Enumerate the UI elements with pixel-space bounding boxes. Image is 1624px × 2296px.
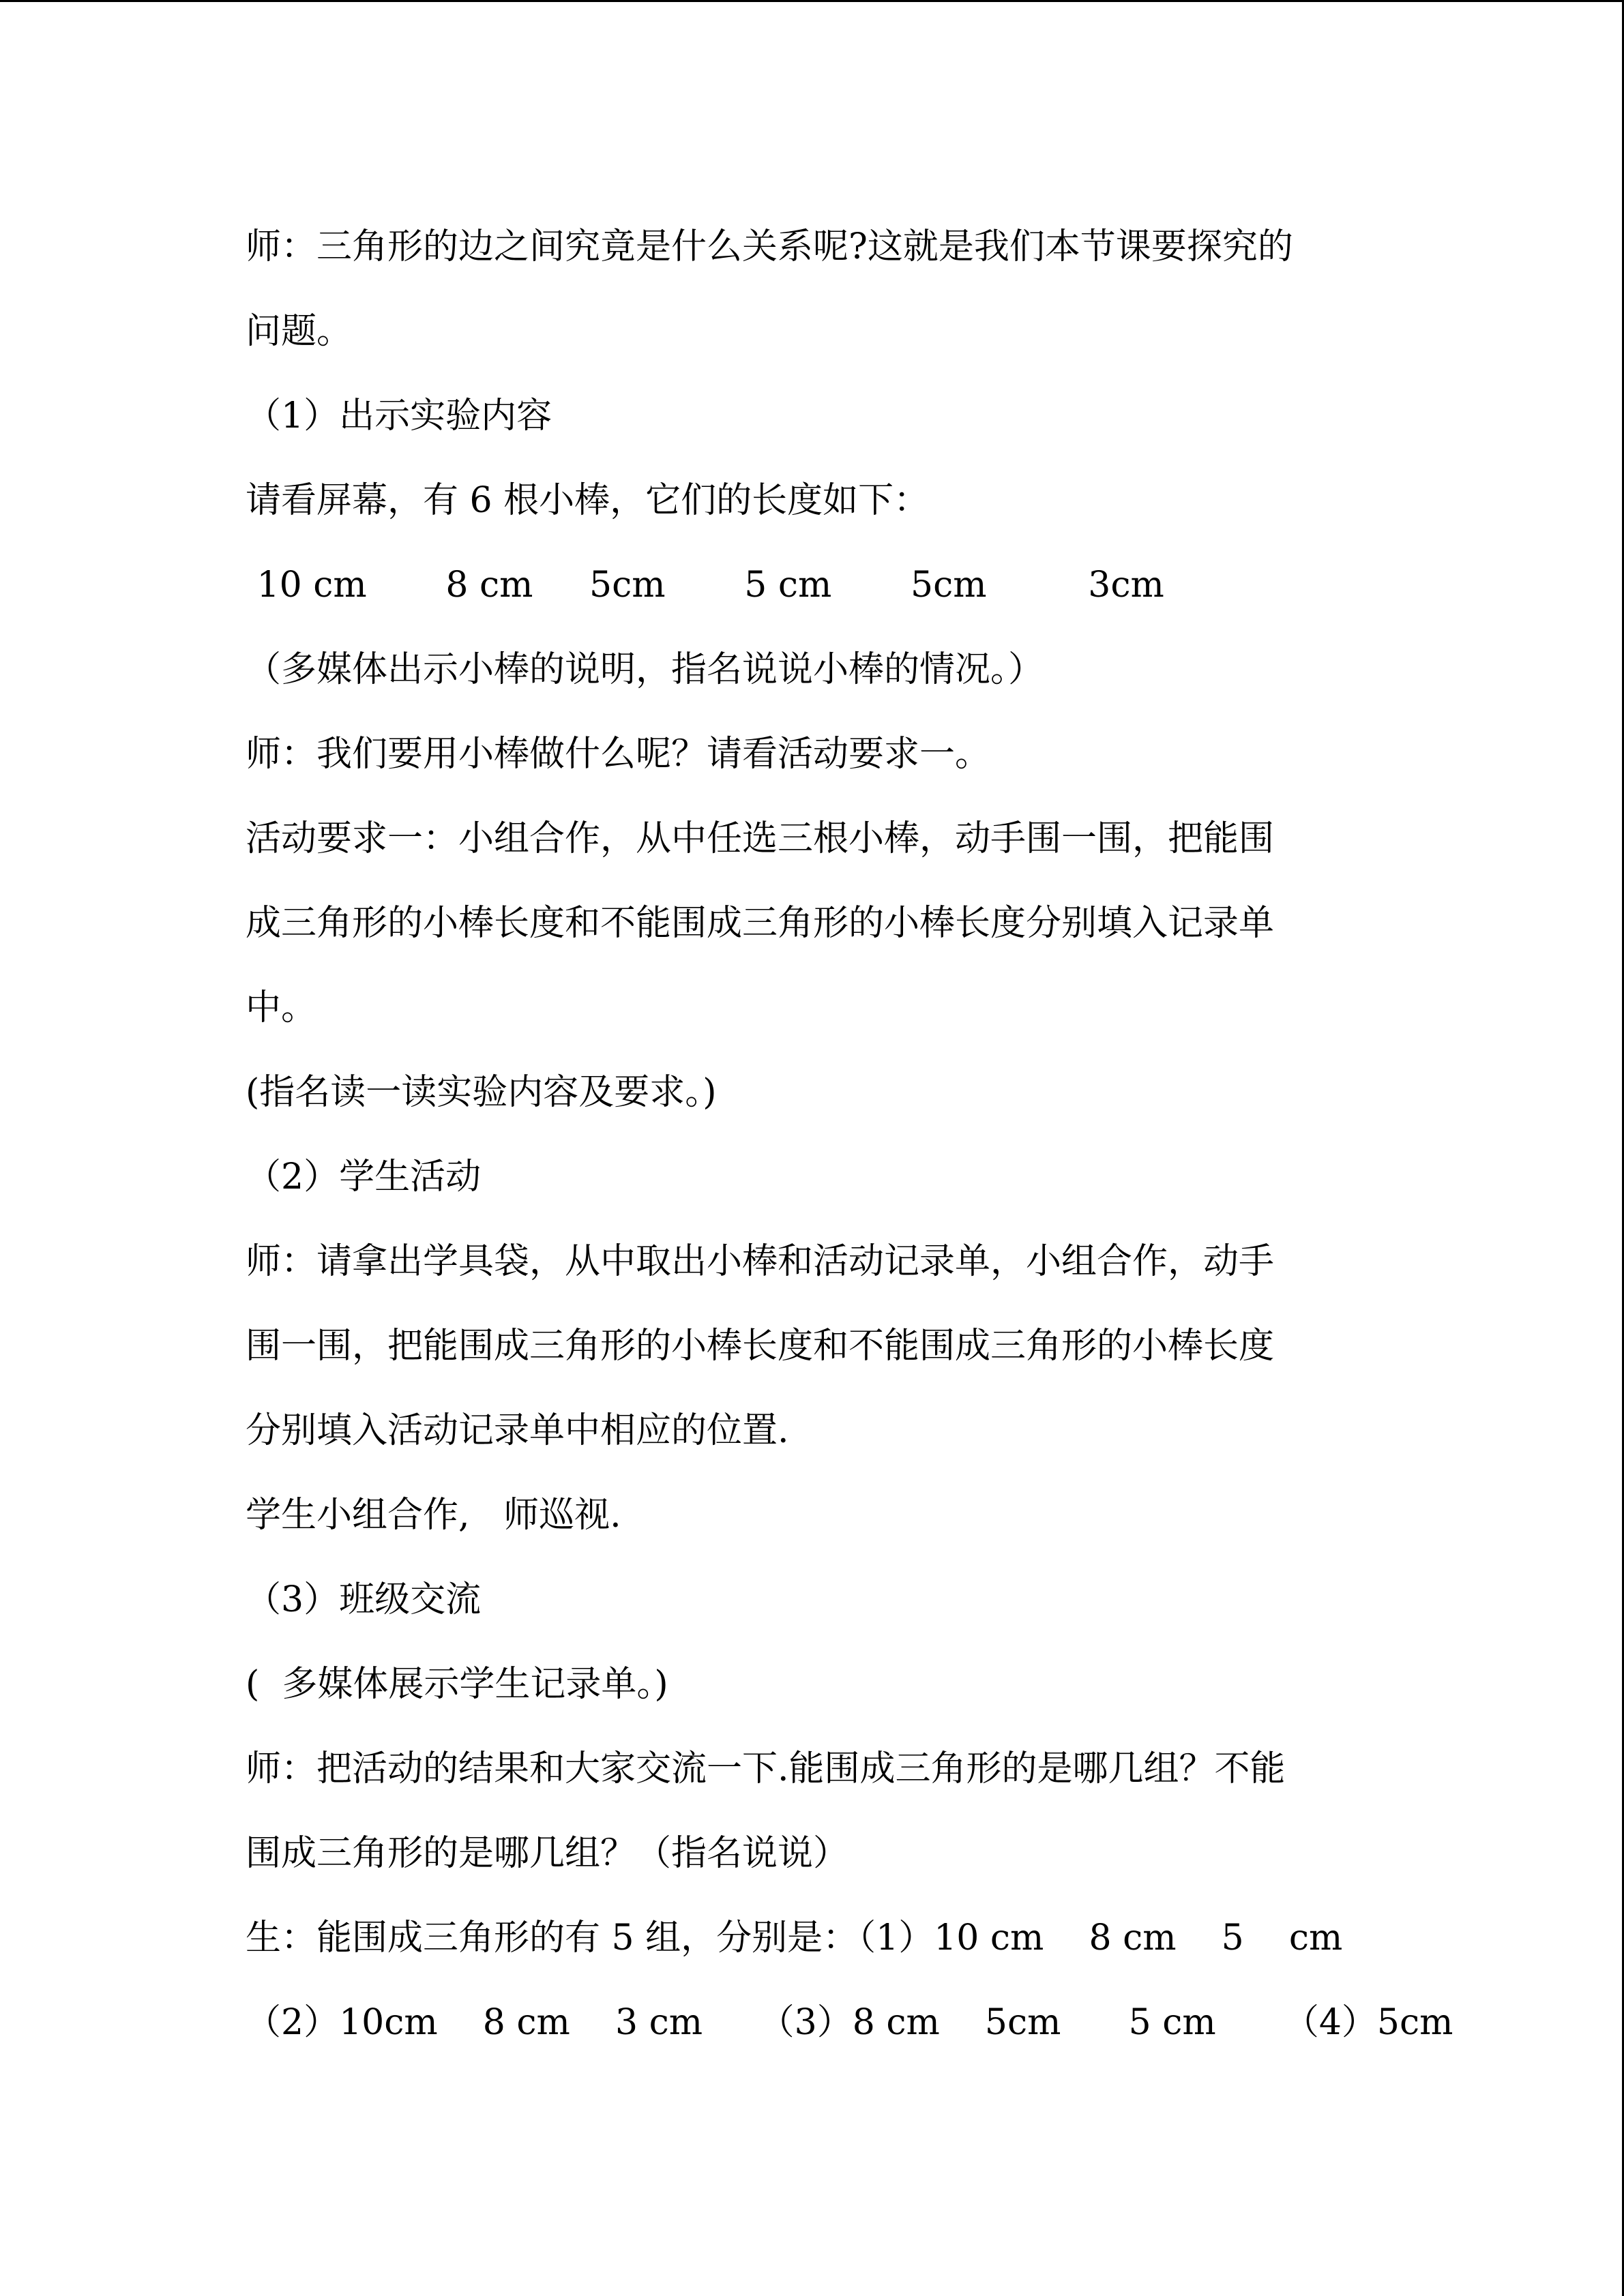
paragraph-line: 师：请拿出学具袋，从中取出小棒和活动记录单，小组合作，动手 [246,1241,1275,1282]
paragraph-line: 问题。 [246,311,353,352]
paragraph-line: 师：三角形的边之间究竟是什么关系呢?这就是我们本节课要探究的 [246,226,1293,267]
paragraph-line: 生：能围成三角形的有 5 组，分别是：（1）10 cm 8 cm 5 cm [246,1918,1343,1958]
paragraph-line: (指名读一读实验内容及要求。) [246,1072,717,1113]
paragraph-line: （多媒体出示小棒的说明，指名说说小棒的情况。） [246,649,1044,690]
stick-lengths-line: 10 cm 8 cm 5cm 5 cm 5cm 3cm [246,565,1164,606]
paragraph-line: （2）10cm 8 cm 3 cm （3）8 cm 5cm 5 cm （4）5cm [246,2002,1453,2043]
paragraph-line: 分别填入活动记录单中相应的位置. [246,1410,789,1451]
paragraph-line: 学生小组合作, 师巡视. [246,1495,621,1536]
section-heading: （3）班级交流 [246,1579,482,1620]
paragraph-line: 活动要求一：小组合作，从中任选三根小棒，动手围一围，把能围 [246,818,1275,859]
paragraph-line: 请看屏幕，有 6 根小棒，它们的长度如下： [246,480,930,521]
paragraph-line: 围成三角形的是哪几组？（指名说说） [246,1833,849,1874]
paragraph-line: 中。 [246,987,317,1028]
paragraph-line: 师：把活动的结果和大家交流一下.能围成三角形的是哪几组？不能 [246,1748,1286,1789]
paragraph-line: 成三角形的小棒长度和不能围成三角形的小棒长度分别填入记录单 [246,903,1275,944]
paragraph-line: 师：我们要用小棒做什么呢？请看活动要求一。 [246,734,991,775]
paragraph-line: ( 多媒体展示学生记录单。) [246,1664,668,1705]
paragraph-line: 围一围，把能围成三角形的小棒长度和不能围成三角形的小棒长度 [246,1326,1275,1367]
section-heading: （1）出示实验内容 [246,396,552,436]
top-border-line [0,0,1624,2]
document-page [246,205,1453,2065]
section-heading: （2）学生活动 [246,1157,482,1197]
